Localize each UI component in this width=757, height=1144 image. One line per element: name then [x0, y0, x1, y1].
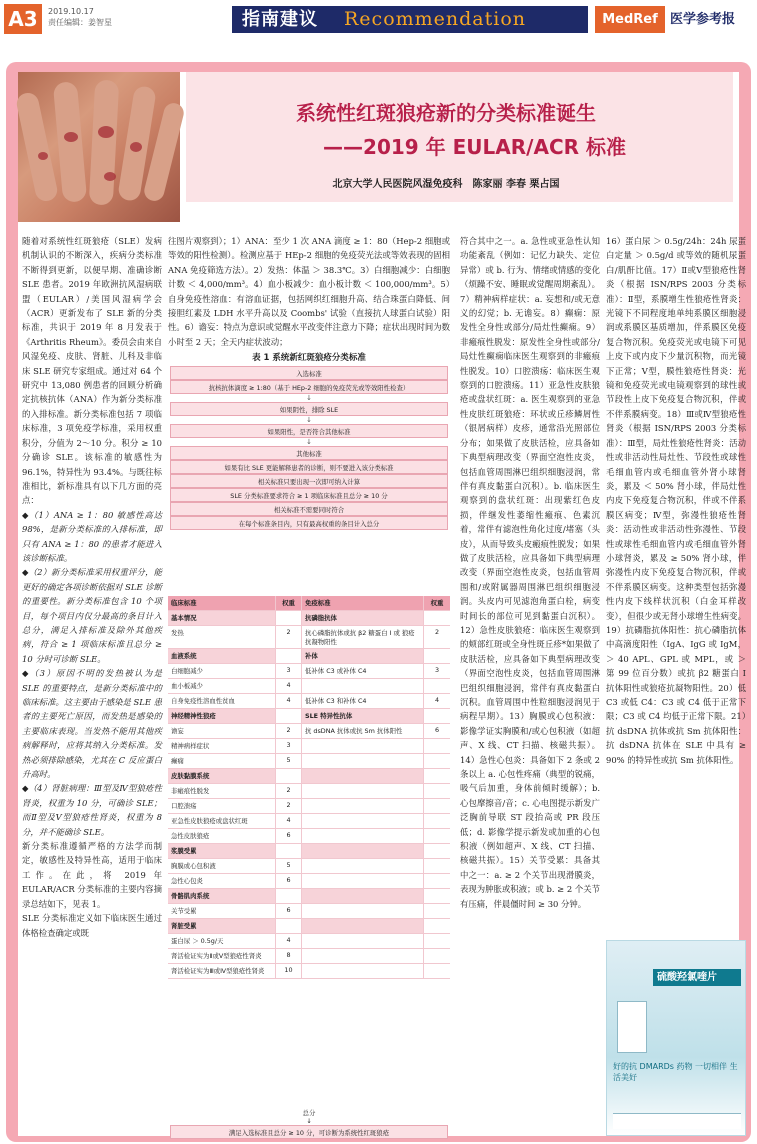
- table-cell: 5: [276, 859, 302, 873]
- flow-step: 相关标准只要出现一次即可纳入计算: [170, 474, 448, 488]
- table-cell: 6: [276, 874, 302, 888]
- table-cell: 血小板减少: [168, 679, 276, 693]
- table-row: [168, 784, 450, 799]
- brand-logo: MedRef: [595, 6, 665, 33]
- brand-name: 医学参考报: [670, 12, 736, 27]
- table-row: [168, 814, 450, 829]
- table-cell: [302, 679, 424, 693]
- definitions-text: 往图片观察到）；1）ANA：至少 1 次 ANA 滴度 ≥ 1：80（Hep-2 细胞或等效的阳性检测）。检测应基于 HEp-2 细胞的免疫荧光法或等效表现的固相 ANA 免疫筛选方法）。2）发热：体温 ＞ 38.3℃。3）白细胞减少：白细胞计数 ＜ 4,000/mm³。4）血小板减少：血小板计数 ＜ 100,000/mm³。5）自身免疫性溶血：有溶血证据，包括网织红细胞升高、结合珠蛋白降低、间接胆红素及 LDH 水平升高以及 Coombs' 试验（直接抗人球蛋白试验）阳性。6）谵妄：特点为意识或觉醒水平改变伴注意力下降；症状出现时间为数小时至 2 天；全天内症状波动；: [168, 236, 450, 347]
- table-cell: [276, 889, 302, 903]
- table-cell: [424, 679, 450, 693]
- table-cell: [276, 844, 302, 858]
- table-cell: 胸膜或心包积液: [168, 859, 276, 873]
- table-row: [168, 859, 450, 874]
- flow-arrow: ↓: [306, 438, 312, 446]
- flow-step: 如果阴性，排除 SLE: [170, 402, 448, 416]
- table-cell: [424, 919, 450, 933]
- table-cell: 4: [434, 696, 440, 704]
- text-column-1: [22, 234, 162, 1122]
- table-cell: [424, 814, 450, 828]
- text-column-3: [460, 234, 600, 1122]
- table-cell: 4: [276, 814, 302, 828]
- table-row: [168, 919, 450, 934]
- flow-step: 其他标准: [170, 446, 448, 460]
- section-banner: [232, 6, 588, 33]
- table-cell: 3: [276, 664, 302, 678]
- criteria-header-row: [168, 596, 450, 611]
- table-row: [168, 829, 450, 844]
- table-cell: [424, 709, 450, 723]
- advertisement[interactable]: [606, 940, 746, 1136]
- flow-step: 如果有比 SLE 更能解释患者的诊断，则不要进入该分类标准: [170, 460, 448, 474]
- definition-paragraph: SLE 分类标准定义如下临床医生通过体格检查确定或既: [22, 913, 162, 938]
- table-row: [168, 611, 450, 626]
- table-cell: 低补体 C3 和补体 C4: [302, 694, 424, 708]
- table-row: [168, 754, 450, 769]
- table-cell: 非瘢痕性脱发: [168, 784, 276, 798]
- table-cell: [302, 889, 424, 903]
- table-cell: 血液系统: [168, 649, 276, 663]
- flow-step: 抗核抗体滴度 ≥ 1:80（基于 HEp-2 细胞的免疫荧光或等效阳性检查）: [170, 380, 448, 394]
- table-row: [168, 889, 450, 904]
- table-cell: 抗 dsDNA 抗体或抗 Sm 抗体阳性: [302, 724, 424, 738]
- total-label: 总分: [302, 1109, 316, 1117]
- table-row: [168, 724, 450, 739]
- table-cell: 5: [276, 754, 302, 768]
- highlight-4: ◆（4）肾脏病理：Ⅲ型及Ⅳ型狼疮性肾炎，权重为 10 分，可确诊 SLE；而Ⅱ型及Ⅴ型狼疮性肾炎，权重为 8 分，并不能确诊 SLE。: [22, 783, 162, 837]
- table-cell: 基本情况: [168, 611, 276, 625]
- text-column-4: [606, 234, 746, 934]
- table-cell: [424, 784, 450, 798]
- table-row: [168, 904, 450, 919]
- criteria-table: [168, 596, 450, 979]
- table-row: [168, 664, 450, 679]
- table-cell: [276, 649, 302, 663]
- table-cell: 6: [434, 726, 440, 734]
- section-title-en: Recommendation: [344, 8, 527, 30]
- flow-step: SLE 分类标准要求符合 ≥ 1 项临床标准且总分 ≥ 10 分: [170, 488, 448, 502]
- table-cell: 神经精神性狼疮: [168, 709, 276, 723]
- table-cell: 谵妄: [168, 724, 276, 738]
- issue-date: 2019.10.17: [48, 7, 94, 16]
- table-cell: 癫痫: [168, 754, 276, 768]
- table-cell: 骨骼肌肉系统: [168, 889, 276, 903]
- flow-step: 入选标准: [170, 366, 448, 380]
- table-cell: [424, 934, 450, 948]
- text-column-2: [168, 234, 450, 347]
- table-row: [168, 626, 450, 649]
- table-cell: 2: [276, 799, 302, 813]
- intro-paragraph: 随着对系统性红斑狼疮（SLE）发病机制认识的不断深入，疾病分类标准不断得到更新，以便早期、准确诊断 SLE 患者。2019 年欧洲抗风湿病联盟（EULAR）/美国风湿病学会（ACR）更新发布了 SLE 新的分类标准，共识于 2019 年 8 月发表于《Arthritis Rheum》。委员会由来自风湿免疫、皮肤、肾脏、儿科及非临床 SLE 研究专家组成。通过对 64 个研究中 13,080 例患者的回顾分析确定抗核抗体（ANA）作为新分类标准的入排标准。新分类标准包括 7 项临床标准，3 项免疫学标准，采用权重积分，分值为 2～10 分。积分 ≥ 10 分确诊 SLE。该标准的敏感性为 96.1%，特异性为 93.4%。与既往标准相比，新标准具有以下几方面的亮点：: [22, 236, 162, 506]
- table-footer: [168, 1108, 450, 1139]
- table-cell: 口腔溃疡: [168, 799, 276, 813]
- table-cell: 蛋白尿 ＞ 0.5g/天: [168, 934, 276, 948]
- page-number: A3: [4, 4, 42, 34]
- table-cell: 6: [276, 829, 302, 843]
- table-row: [168, 964, 450, 979]
- table-cell: 4: [276, 679, 302, 693]
- table-row: [168, 949, 450, 964]
- table-cell: 4: [276, 694, 302, 708]
- table-cell: 3: [276, 739, 302, 753]
- table-cell: 肾活检证实为Ⅱ或Ⅴ型狼疮性肾炎: [168, 949, 276, 963]
- table-cell: [302, 859, 424, 873]
- entry-flowchart: [168, 366, 450, 530]
- table-cell: [424, 904, 450, 918]
- table-cell: [302, 904, 424, 918]
- table-cell: [302, 934, 424, 948]
- table-cell: [424, 949, 450, 963]
- table-cell: 低补体 C3 或补体 C4: [302, 664, 424, 678]
- flow-step: 相关标准不需要同时符合: [170, 502, 448, 516]
- flow-arrow: ↓: [306, 1117, 312, 1125]
- table-cell: [424, 739, 450, 753]
- table-cell: 2: [434, 628, 440, 636]
- table-cell: [276, 919, 302, 933]
- criteria-definitions-cont: 16）蛋白尿 ＞ 0.5g/24h：24h 尿蛋白定量 ＞ 0.5g/d 或等效的随机尿蛋白/肌酐比值。17）Ⅱ或Ⅴ型狼疮性肾炎（根据 ISN/RPS 2003 分类标准）：Ⅱ型，系膜增生性狼疮性肾炎：光镜下不同程度地单纯系膜区细胞浸润或系膜区基质增加，伴系膜区免疫复合物沉积。免疫荧光或电镜下可见上皮下或内皮下少量沉积物，而光镜下正常；Ⅴ型，膜性狼疮性肾炎：光镜和免疫荧光或电镜观察到的球性或节段性上皮下免疫复合物沉积，伴或不伴系膜病变。18）Ⅲ或Ⅳ型狼疮性肾炎（根据 ISN/RPS 2003 分类标准）：Ⅲ型，局灶性狼疮性肾炎：活动性或非活动性局灶性、节段性或球性毛细血管内或毛细血管外肾小球肾炎，累及 ＜ 50% 肾小球，伴局灶性内皮下免疫复合物沉积，伴或不伴系膜区病变；Ⅳ型，弥漫性狼疮性肾炎：活动性或非活动性弥漫性、节段性或球性毛细血管内或毛细血管外肾小球肾炎，累及 ≥ 50% 肾小球，伴弥漫性内皮下免疫复合物沉积，伴或不伴系膜区病变。这种类型包括弥漫性内皮下线样状沉积（白金耳样改变），但很少或无肾小球增生性病变。19）抗磷脂抗体阳性：抗心磷脂抗体中高滴度阳性（IgA、IgG 或 IgM，＞ 40 APL、GPL 或 MPL，或 ＞ 第 99 位百分数）或抗 β2 糖蛋白 I 抗体阳性或狼疮抗凝物阳性。20）低 C3 或低 C4：C3 或 C4 低于正常下限；C3 或 C4 均低于正常下限。21）抗 dsDNA 抗体或抗 Sm 抗体阳性：抗 dsDNA 抗体在 SLE 中具有 ≥ 90% 的特异性或抗 Sm 抗体阳性。: [606, 236, 746, 765]
- table-cell: [424, 859, 450, 873]
- table-cell: [302, 874, 424, 888]
- flow-step: 如果阳性，是否符合其他标准: [170, 424, 448, 438]
- summary-paragraph: 新分类标准遵循严格的方法学而制定，敏感性及特异性高，适用于临床工作。在此，将 2019 年 EULAR/ACR 分类标准的主要内容摘录总结如下，见表 1。: [22, 841, 162, 909]
- table-cell: 急性皮肤狼疮: [168, 829, 276, 843]
- table-cell: 2: [276, 626, 302, 648]
- table-cell: 抗心磷脂抗体或抗 β2 糖蛋白 I 或 狼疮抗凝物阳性: [302, 626, 424, 648]
- table-row: [168, 739, 450, 754]
- table-cell: 2: [276, 724, 302, 738]
- table-cell: [276, 709, 302, 723]
- table-cell: 亚急性皮肤狼疮或盘状红斑: [168, 814, 276, 828]
- table-cell: 4: [276, 934, 302, 948]
- table-cell: 急性心包炎: [168, 874, 276, 888]
- table-row: [168, 844, 450, 859]
- header-immune: 免疫标准: [302, 596, 424, 610]
- table-cell: 发热: [168, 626, 276, 648]
- final-criterion: 满足入选标准且总分 ≥ 10 分，可诊断为系统性红斑狼疮: [170, 1125, 448, 1139]
- flow-arrow: ↓: [306, 394, 312, 402]
- criteria-definitions: 符合其中之一。a. 急性或亚急性认知功能紊乱（例如：记忆力缺失、定位异常）或 b. 行为、情绪或情感的变化（烦躁不安、睡眠或觉醒周期紊乱）。7）精神病样症状：a. 妄想和/或无意义的幻觉；b. 无谵妄。8）癫痫：原发性全身性或部分/局灶性癫痫。9）非瘢痕性脱发：原发性全身性或部分/局灶性癫痫临床医生观察到的非瘢痕性脱发。10）口腔溃疡：临床医生观察到的口腔溃疡。11）亚急性皮肤狼疮或盘状红斑：a. 医生观察到的亚急性皮肤红斑狼疮：环状或丘疹鳞屑性（银屑病样）皮疹，通常沿光照部位分布；如果做了皮肤活检，应具备如下典型病理改变（界面空泡性皮炎，包括血管周围淋巴组织细胞浸润，常伴有真皮黏蛋白沉积）。b. 临床医生观察到的盘状红斑：出现紫红色皮损，伴继发性萎缩性瘢痕、色素沉着，常伴有滤泡性角化过度/堵塞（头皮），从而导致头皮瘢痕性脱发；如果做了皮肤活检，应具备如下典型病理改变（界面空泡性皮炎，包括血管周围和/或附属器周围淋巴组织细胞浸润。头皮内可见滤泡角蛋白栓，病变时间长的部位可见到黏蛋白沉积）。12）急性皮肤狼疮：临床医生观察到的颊部红斑或全身性斑丘疹*如果做了皮肤活检，应具备如下典型病理改变（界面空泡性皮炎，包括血管周围淋巴组织细胞浸润，常伴有真皮黏蛋白沉积。血管周围中性粒细胞浸润见于病程早期）。13）胸膜或心包积液：影像学证实胸膜和/或心包积液（如超声、X 线、CT 扫描、核磁共振）。14）急性心包炎：具备如下 2 条或 2 条以上 a. 心包性疼痛（典型的锐痛，吸气后加重，身体前倾时缓解）；b. 心包摩擦音/音；c. 心电图提示新发广泛胸前导联 ST 段抬高或 PR 段压低；d. 影像学提示新发或加重的心包积液（例如超声、X 线、CT 扫描、核磁共振）。15）关节受累：具备其中之一：a. ≥ 2 个关节出现滑膜炎，表现为肿胀或积液；或 b. ≥ 2 个关节有压痛，伴晨僵时间 ≥ 30 分钟。: [460, 236, 600, 909]
- table-cell: 2: [276, 784, 302, 798]
- table-cell: [276, 769, 302, 783]
- table-cell: 8: [276, 949, 302, 963]
- table-row: [168, 799, 450, 814]
- table-cell: [302, 919, 424, 933]
- flow-arrow: ↓: [306, 416, 312, 424]
- table-cell: [302, 829, 424, 843]
- ad-title: 硫酸羟氯喹片: [653, 969, 741, 986]
- table-cell: 白细胞减少: [168, 664, 276, 678]
- table-cell: [424, 799, 450, 813]
- table-row: [168, 874, 450, 889]
- table-cell: [424, 754, 450, 768]
- table-cell: 补体: [302, 649, 424, 663]
- table-cell: [424, 829, 450, 843]
- table-cell: 10: [276, 964, 302, 978]
- page-header: [0, 0, 757, 40]
- table-cell: [424, 844, 450, 858]
- drug-box-image: [617, 1001, 647, 1053]
- flow-step: 在每个标准条目内，只有最高权重的条目计入总分: [170, 516, 448, 530]
- table-cell: 3: [434, 666, 440, 674]
- table-cell: 自身免疫性溶血性贫血: [168, 694, 276, 708]
- classification-table: [168, 366, 450, 1137]
- table-cell: [424, 649, 450, 663]
- table-caption: 表 1 系统新红斑狼疮分类标准: [252, 353, 366, 363]
- table-row: [168, 694, 450, 709]
- table-cell: [424, 769, 450, 783]
- table-cell: 皮肤黏膜系统: [168, 769, 276, 783]
- table-row: [168, 769, 450, 784]
- article-subtitle: ——2019 年 EULAR/ACR 标准: [323, 135, 626, 159]
- table-cell: SLE 特异性抗体: [302, 709, 424, 723]
- table-cell: 肾脏受累: [168, 919, 276, 933]
- table-cell: 肾活检证实为Ⅲ或Ⅳ型狼疮性肾炎: [168, 964, 276, 978]
- header-weight: 权重: [430, 599, 444, 607]
- header-weight: 权重: [276, 596, 302, 610]
- table-cell: [302, 784, 424, 798]
- table-cell: [302, 799, 424, 813]
- hands-photo: [18, 72, 180, 222]
- table-cell: [424, 889, 450, 903]
- editor-credit: 责任编辑：姜智星: [48, 18, 112, 27]
- highlight-3: ◆（3）原因不明的发热被认为是 SLE 的重要特点，是新分类标准中的临床标准。这主要由于感染是 SLE 患者的主要死亡原因，而发热是感染的主要临床表现。当发热不能用其他疾病解释时，应将其纳入分类标准。发热必须排除感染，尤其在 C 反应蛋白升高时。: [22, 668, 162, 780]
- header-clinical: 临床标准: [168, 596, 276, 610]
- table-row: [168, 934, 450, 949]
- table-row: [168, 709, 450, 724]
- table-cell: [302, 844, 424, 858]
- table-cell: 精神病样症状: [168, 739, 276, 753]
- section-title-cn: 指南建议: [242, 9, 318, 30]
- highlight-2: ◆（2）新分类标准采用权重评分，能更好的确定各项诊断依据对 SLE 诊断的重要性。新分类标准包含 10 个项目，每个项目内仅分最高的条目计入总分，满足入排标准及除外其他疾病，符合 ≥ 1 项临床标准且总分 ≥ 10 分时可诊断 SLE。: [22, 567, 162, 664]
- highlight-1: ◆（1）ANA ≥ 1：80 敏感性高达 98%，是新分类标准的入排标准，即只有 ANA ≥ 1：80 的患者才能进入该诊断标准。: [22, 509, 162, 563]
- table-row: [168, 649, 450, 664]
- table-cell: [424, 964, 450, 978]
- table-cell: [302, 964, 424, 978]
- article-title: 系统性红斑狼疮新的分类标准诞生: [296, 101, 596, 125]
- header-meta: [48, 6, 112, 28]
- table-cell: [302, 949, 424, 963]
- table-cell: [302, 769, 424, 783]
- article-authors: 北京大学人民医院风湿免疫科 陈家丽 李春 栗占国: [332, 179, 560, 190]
- table-cell: 浆膜受累: [168, 844, 276, 858]
- table-cell: [302, 814, 424, 828]
- table-cell: [302, 754, 424, 768]
- ad-slogan: 好的抗 DMARDs 药物 一切相伴 生活美好: [613, 1062, 738, 1082]
- table-cell: [424, 874, 450, 888]
- table-row: [168, 679, 450, 694]
- table-cell: 关节受累: [168, 904, 276, 918]
- ad-footer-strip: [613, 1113, 741, 1129]
- table-cell: [276, 611, 302, 625]
- table-cell: 抗磷脂抗体: [302, 611, 424, 625]
- table-cell: [424, 611, 450, 625]
- table-cell: 6: [276, 904, 302, 918]
- table-cell: [302, 739, 424, 753]
